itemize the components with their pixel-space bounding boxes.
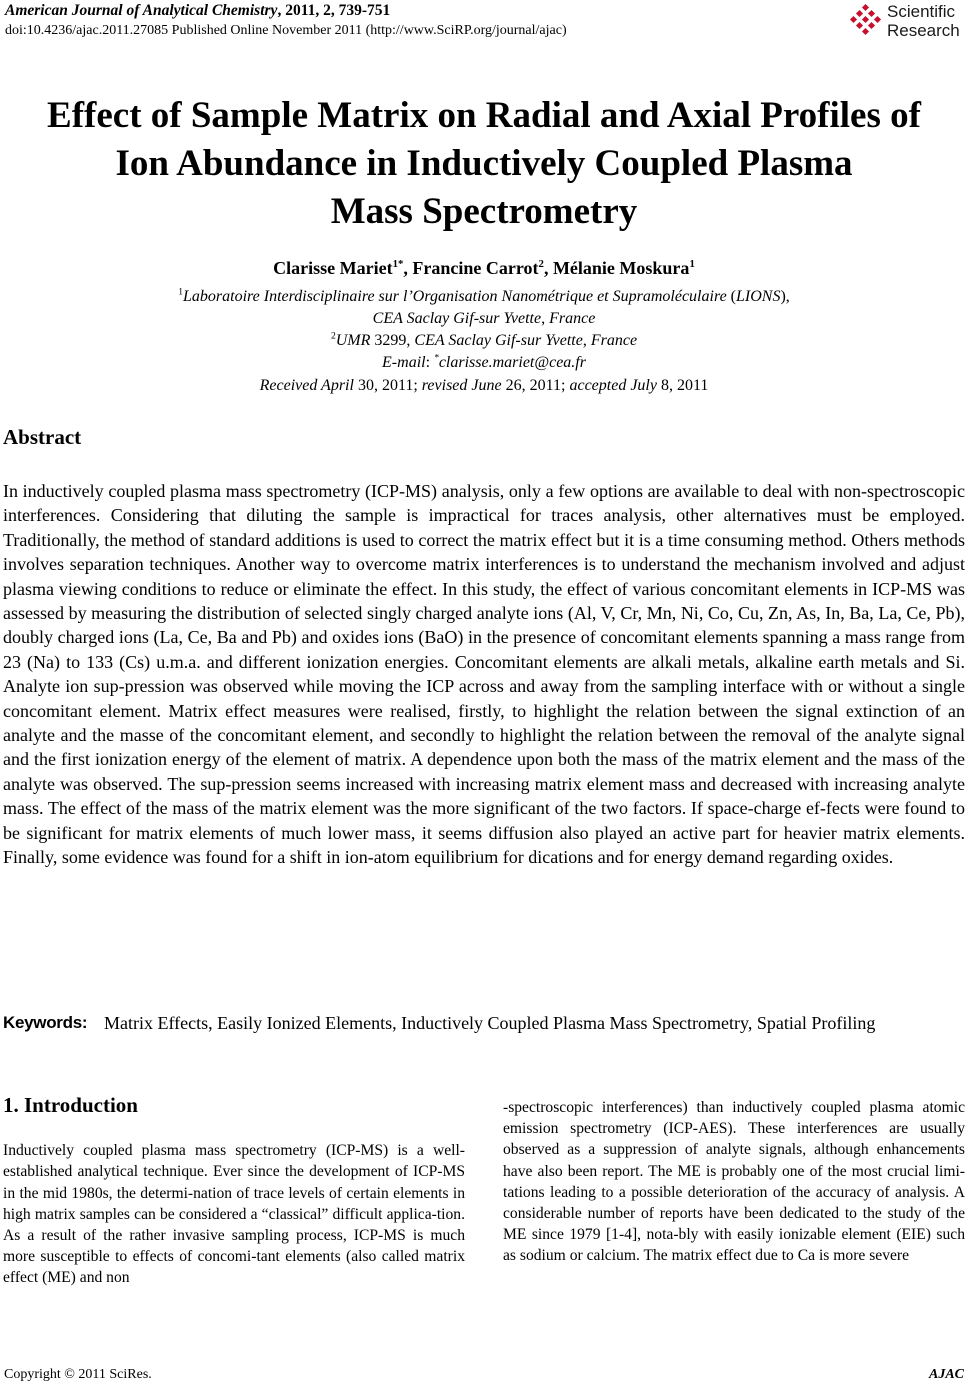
logo-line-2: Research [887, 21, 960, 40]
journal-name: American Journal of Analytical Chemistry [5, 2, 278, 19]
abstract-body: In inductively coupled plasma mass spectrometry (ICP-MS) analysis, only a few options are available to deal with non-spectroscopic interferences. Considering that diluting the sample is impractical for traces analysis, other alternatives must be employed. Traditionally, the method of standard additions is used to correct the matrix effect but it is a time consuming method. Others methods involves separation techniques. Another way to overcome matrix interferences is to understand the mechanism involved and adjust plasma viewing conditions to reduce or eliminate the effect. In this study, the effect of various concomitant elements in ICP-MS was assessed by measuring the distribution of selected singly charged analyte ions (Al, V, Cr, Mn, Ni, Co, Cu, Zn, As, In, Ba, La, Ce, Pb), doubly charged ions (La, Ce, Ba and Pb) and oxides ions (BaO) in the presence of concomitant elements spanning a mass range from 23 (Na) to 133 (Cs) u.m.a. and different ionization energies. Concomitant elements are alkali metals, alkaline earth metals and Si. Analyte ion sup-pression was observed while moving the ICP across and away from the sampling interface with or without a single concomitant element. Matrix effect measures were realised, firstly, to highlight the relation between the signal extinction of an analyte and the masse of the concomitant element, and secondly to highlight the relation between the removal of the analyte signal and the first ionization energy of the element of matrix. A dependence upon both the mass of the matrix element and the mass of the analyte was observed. The sup-pression seems increased with increasing matrix element mass and decreased with increasing analyte mass. The effect of the mass of the matrix element was the more significant of the two factors. If space-charge ef-fects were found to be significant for matrix elements of much lower mass, it seems diffusion also played an active part for heavier matrix elements. Finally, some evidence was found for a shift in ion-atom equilibrium for dications and for energy demand regarding oxides. [3, 481, 965, 868]
doi-line: doi:10.4236/ajac.2011.27085 Published Online November 2011 (http://www.SciRP.org/journal/ajac) [5, 23, 567, 38]
author-name: , Mélanie Moskura [543, 258, 690, 278]
intro-paragraph-right: -spectroscopic interferences) than inductively coupled plasma atomic emission spectrometry (ICP-AES). These interferences are usually observed as a suppression of analyte signals, although enhancements have also been report. The ME is probably one of the most crucial limi-tations leading to a possible deterioration of the accuracy of analysis. A considerable number of reports have been dedicated to the study of the ME since 1979 [1-4], nota-bly with easily ionizable element (EIE) such as sodium or calcium. The matrix effect due to Ca is more severe [503, 1099, 965, 1265]
revised-label: revised June [421, 377, 502, 394]
received-date: 30, 2011; [357, 377, 418, 394]
abstract-heading: Abstract [3, 425, 82, 449]
column-right [503, 1097, 965, 1267]
author-affil-mark: 2 [538, 258, 544, 270]
affiliation-1-location: CEA Saclay Gif-sur Yvette, France [372, 310, 596, 327]
scientific-research-logo [849, 2, 965, 44]
dates-line [0, 375, 968, 397]
affil-institution: Laboratoire Interdisciplinaire sur l’Organisation Nanométrique et Supramoléculaire [183, 288, 727, 305]
journal-abbrev: AJAC [928, 1367, 964, 1382]
author-affil-mark: 1 [689, 258, 695, 270]
logo-line-1: Scientific [887, 2, 956, 21]
author-list [0, 258, 968, 279]
accepted-date: 8, 2011 [660, 377, 709, 394]
affil-unit-number: 3299 [374, 332, 407, 349]
affil-city: CEA Saclay Gif-sur Yvette [414, 332, 583, 349]
affil-country: France [590, 332, 638, 349]
accepted-label: accepted July [569, 377, 657, 394]
affiliation-2: $^2$UMR 3299, CEA Saclay Gif-sur Yvette, France [330, 330, 638, 349]
revised-date: 26, 2011; [505, 377, 566, 394]
author-affil-mark: 1* [392, 258, 404, 270]
email-address: clarisse.mariet@cea.fr [438, 354, 586, 371]
email-line: E-mail: *clarisse.mariet@cea.fr [382, 352, 586, 371]
affil-abbrev: LIONS [736, 288, 781, 305]
logo-text [887, 2, 960, 40]
affil-country: France [549, 310, 596, 327]
title-line: Mass Spectrometry [330, 191, 638, 232]
column-left [3, 1095, 465, 1289]
journal-volume: , 2011, 2, 739-751 [277, 2, 391, 19]
page-header [5, 2, 965, 46]
intro-paragraph-left: Inductively coupled plasma mass spectrometry (ICP-MS) is a well-established analytical technique. Ever since the development of ICP-MS in the mid 1980s, the determi-nation of trace levels of certain elements in high matrix samples can be considered a “classical” difficult applica-tion. As a result of the rather invasive sampling process, ICP-MS is much more susceptible to effects of concomi-tant elements (also called matrix effect (ME) and non [3, 1142, 465, 1287]
title-line: Effect of Sample Matrix on Radial and Axial Profiles of [47, 95, 921, 136]
section-heading-introduction: 1. Introduction [3, 1093, 138, 1117]
title-line: Ion Abundance in Inductively Coupled Plasma [115, 143, 853, 184]
email-mark: * [434, 352, 439, 364]
journal-citation [5, 2, 390, 20]
affil-unit: UMR [335, 332, 371, 349]
keywords-text: Matrix Effects, Easily Ionized Elements, Inductively Coupled Plasma Mass Spectrometry, Spatial Profiling [104, 1013, 876, 1033]
author-name: Clarisse Mariet [273, 258, 393, 278]
affil-mark: 2 [330, 330, 336, 342]
copyright-notice: Copyright © 2011 SciRes. [4, 1367, 152, 1382]
affil-mark: 1 [178, 286, 183, 298]
logo-mark-icon [849, 4, 883, 40]
affiliation-1: $^1$Laboratoire Interdisciplinaire sur l’Organisation Nanométrique et Supramoléculaire (LIONS), [178, 286, 790, 305]
email-label: E-mail [382, 354, 426, 371]
author-name: , Francine Carrot [403, 258, 539, 278]
paper-title [0, 92, 968, 236]
received-label: Received April [259, 377, 354, 394]
affil-city: CEA Saclay Gif-sur Yvette [372, 310, 542, 327]
keywords-label: Keywords: [3, 1013, 88, 1032]
